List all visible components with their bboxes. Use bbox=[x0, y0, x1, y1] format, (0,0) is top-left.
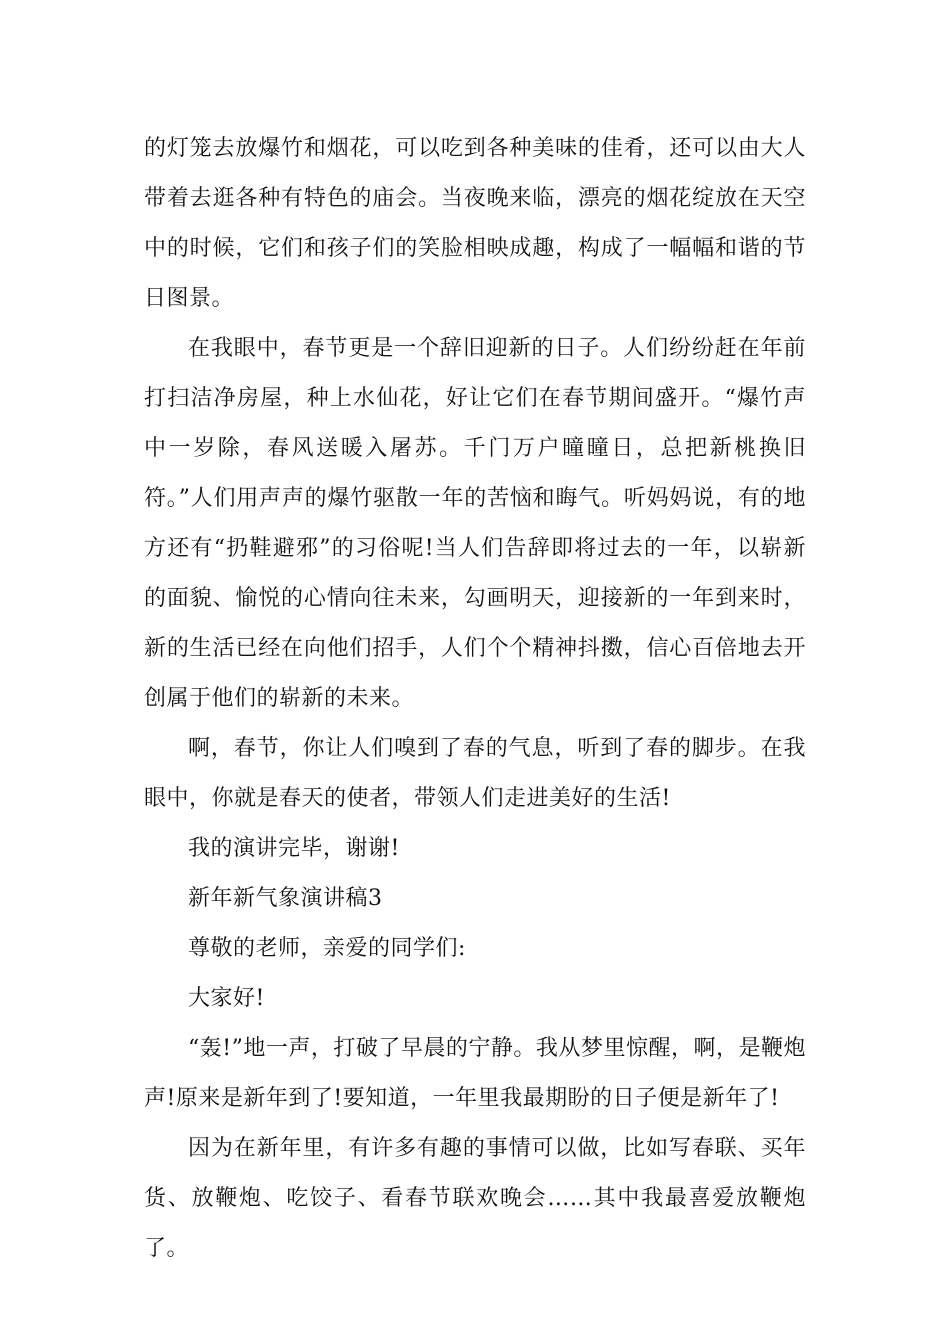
closing-line: 我的演讲完毕，谢谢! bbox=[188, 836, 400, 861]
paragraph-continued: 的灯笼去放爆竹和烟花，可以吃到各种美味的佳肴，还可以由大人带着去逛各种有特色的庙会。当夜晚来临，漂亮的烟花绽放在天空中的时候，它们和孩子们的笑脸相映成趣，构成了一幅幅和谐的节日图景。 bbox=[144, 136, 806, 311]
paragraph: 啊，春节，你让人们嗅到了春的气息，听到了春的脚步。在我眼中，你就是春天的使者，带领人们走进美好的生活! bbox=[144, 736, 806, 811]
greeting: 大家好! bbox=[188, 986, 265, 1011]
paragraph: “轰!”地一声，打破了早晨的宁静。我从梦里惊醒，啊，是鞭炮声!原来是新年到了!要知道，一年里我最期盼的日子便是新年了! bbox=[144, 1036, 806, 1111]
paragraph: 因为在新年里，有许多有趣的事情可以做，比如写春联、买年货、放鞭炮、吃饺子、看春节联欢晚会……其中我最喜爱放鞭炮了。 bbox=[144, 1136, 806, 1261]
document-body bbox=[144, 124, 806, 1274]
section-heading: 新年新气象演讲稿3 bbox=[188, 886, 383, 911]
paragraph: 在我眼中，春节更是一个辞旧迎新的日子。人们纷纷赶在年前打扫洁净房屋，种上水仙花，好让它们在春节期间盛开。“爆竹声中一岁除，春风送暖入屠苏。千门万户曈曈日，总把新桃换旧符。”人们用声声的爆竹驱散一年的苦恼和晦气。听妈妈说，有的地方还有“扔鞋避邪”的习俗呢!当人们告辞即将过去的一年，以崭新的面貌、愉悦的心情向往未来，勾画明天，迎接新的一年到来时，新的生活已经在向他们招手，人们个个精神抖擞，信心百倍地去开创属于他们的崭新的未来。 bbox=[144, 336, 806, 711]
salutation: 尊敬的老师，亲爱的同学们: bbox=[188, 936, 466, 961]
